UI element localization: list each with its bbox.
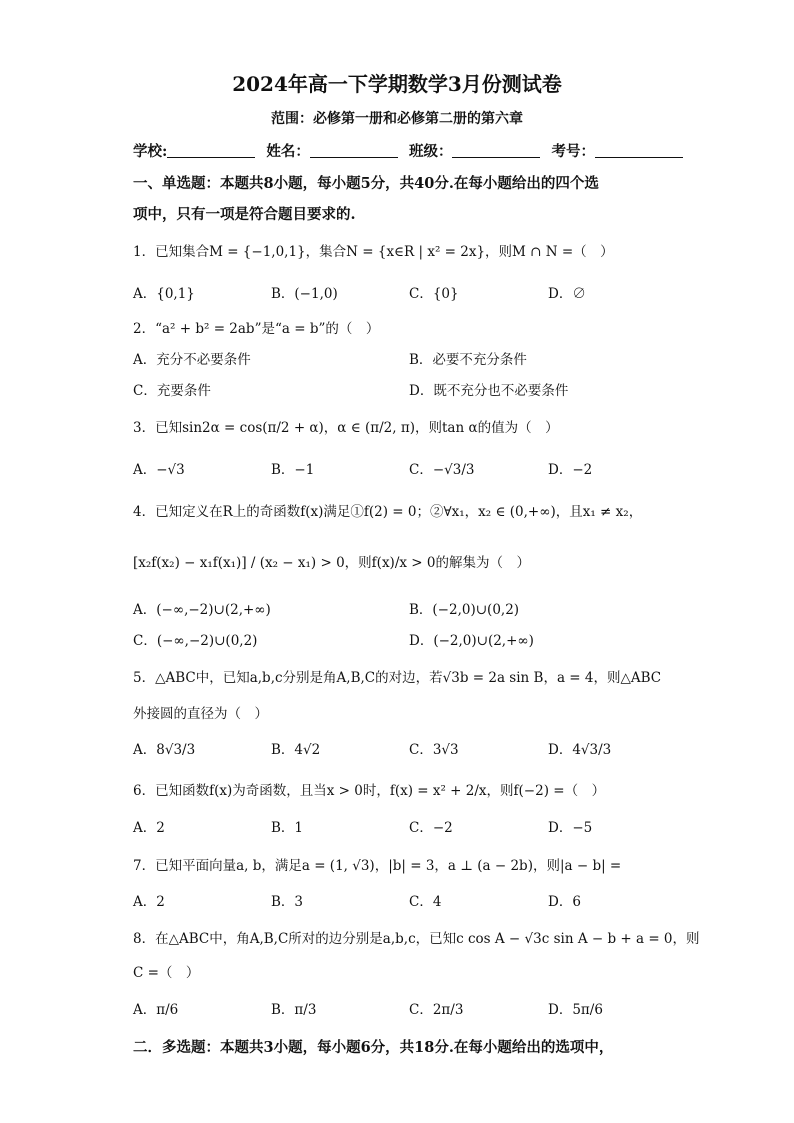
q2-option-b[interactable]: B．必要不充分条件 [409,352,527,368]
class-label: 班级： [408,143,453,160]
q4-option-d[interactable]: D．(−2,0)∪(2,+∞) [409,633,534,649]
q6-option-a[interactable]: A．2 [133,820,165,836]
question-8-stem: 8．在△ABC中，角A,B,C所对的边分别是a,b,c，已知c cos A − √3c sin A − b + a = 0，则 [133,931,700,947]
q1-option-c[interactable]: C．{0} [409,286,459,302]
q3-option-d[interactable]: D．−2 [548,462,593,478]
exam-scope: 范围：必修第一册和必修第二册的第六章 [271,111,523,127]
q3-option-c[interactable]: C．−√3/3 [409,462,475,478]
question-1-stem: 1．已知集合M = {−1,0,1}，集合N = {x∈R | x² = 2x}，则M ∩ N =（ ） [133,244,614,260]
section-heading-single-choice: 一、单选题：本题共8小题，每小题5分，共40分.在每小题给出的四个选 [133,175,599,192]
q6-option-b[interactable]: B．1 [271,820,304,836]
class-blank[interactable] [452,143,540,158]
question-6-stem: 6．已知函数f(x)为奇函数，且当x > 0时，f(x) = x² + 2/x，则f(−2) =（ ） [133,783,606,799]
q5-option-d[interactable]: D．4√3/3 [548,742,612,758]
question-7-stem: 7．已知平面向量a, b，满足a = (1, √3)，|b| = 3，a ⊥ (a − 2b)，则|a − b| = [133,858,622,874]
q2-option-a[interactable]: A．充分不必要条件 [133,352,251,368]
q8-option-a[interactable]: A．π/6 [133,1002,179,1018]
q3-option-b[interactable]: B．−1 [271,462,315,478]
name-blank[interactable] [310,143,398,158]
question-8-stem-line2: C =（ ） [133,965,200,981]
school-label: 学校: [133,143,168,160]
q7-option-c[interactable]: C．4 [409,894,442,910]
section-heading-multiple-choice: 二．多选题：本题共3小题，每小题6分，共18分.在每小题给出的选项中， [133,1039,614,1056]
q3-option-a[interactable]: A．−√3 [133,462,185,478]
q1-option-d[interactable]: D．∅ [548,286,586,302]
student-info-row [133,140,689,161]
q7-option-b[interactable]: B．3 [271,894,304,910]
question-3-stem: 3．已知sin2α = cos(π/2 + α)，α ∈ (π/2, π)，则tan α的值为（ ） [133,420,559,436]
name-label: 姓名： [266,143,310,160]
question-4-stem-line2: [x₂f(x₂) − x₁f(x₁)] / (x₂ − x₁) > 0，则f(x)/x > 0的解集为（ ） [133,555,530,571]
question-2-stem: 2．“a² + b² = 2ab”是“a = b”的（ ） [133,321,380,337]
q8-option-b[interactable]: B．π/3 [271,1002,317,1018]
exam-title: 2024年高一下学期数学3月份测试卷 [232,72,562,96]
q6-option-c[interactable]: C．−2 [409,820,453,836]
q2-option-c[interactable]: C．充要条件 [133,383,211,399]
school-blank[interactable] [167,143,255,158]
q5-option-a[interactable]: A．8√3/3 [133,742,196,758]
section-heading-single-choice-line2: 项中，只有一项是符合题目要求的. [133,206,356,223]
q4-option-a[interactable]: A．(−∞,−2)∪(2,+∞) [133,602,271,618]
q5-option-b[interactable]: B．4√2 [271,742,321,758]
q7-option-a[interactable]: A．2 [133,894,165,910]
question-5-stem-line2: 外接圆的直径为（ ） [133,706,268,722]
q4-option-c[interactable]: C．(−∞,−2)∪(0,2) [133,633,258,649]
exam-number-blank[interactable] [595,143,683,158]
q1-option-b[interactable]: B．(−1,0) [271,286,338,302]
question-5-stem: 5．△ABC中，已知a,b,c分别是角A,B,C的对边，若√3b = 2a sin B，a = 4，则△ABC [133,670,662,686]
q4-option-b[interactable]: B．(−2,0)∪(0,2) [409,602,520,618]
q8-option-c[interactable]: C．2π/3 [409,1002,464,1018]
exam-number-label: 考号： [551,143,596,160]
q6-option-d[interactable]: D．−5 [548,820,593,836]
q1-option-a[interactable]: A．{0,1} [133,286,195,302]
q2-option-d[interactable]: D．既不充分也不必要条件 [409,383,569,399]
q7-option-d[interactable]: D．6 [548,894,581,910]
question-4-stem: 4．已知定义在R上的奇函数f(x)满足①f(2) = 0；②∀x₁，x₂ ∈ (0,+∞)，且x₁ ≠ x₂， [133,504,643,520]
q8-option-d[interactable]: D．5π/6 [548,1002,603,1018]
q5-option-c[interactable]: C．3√3 [409,742,459,758]
